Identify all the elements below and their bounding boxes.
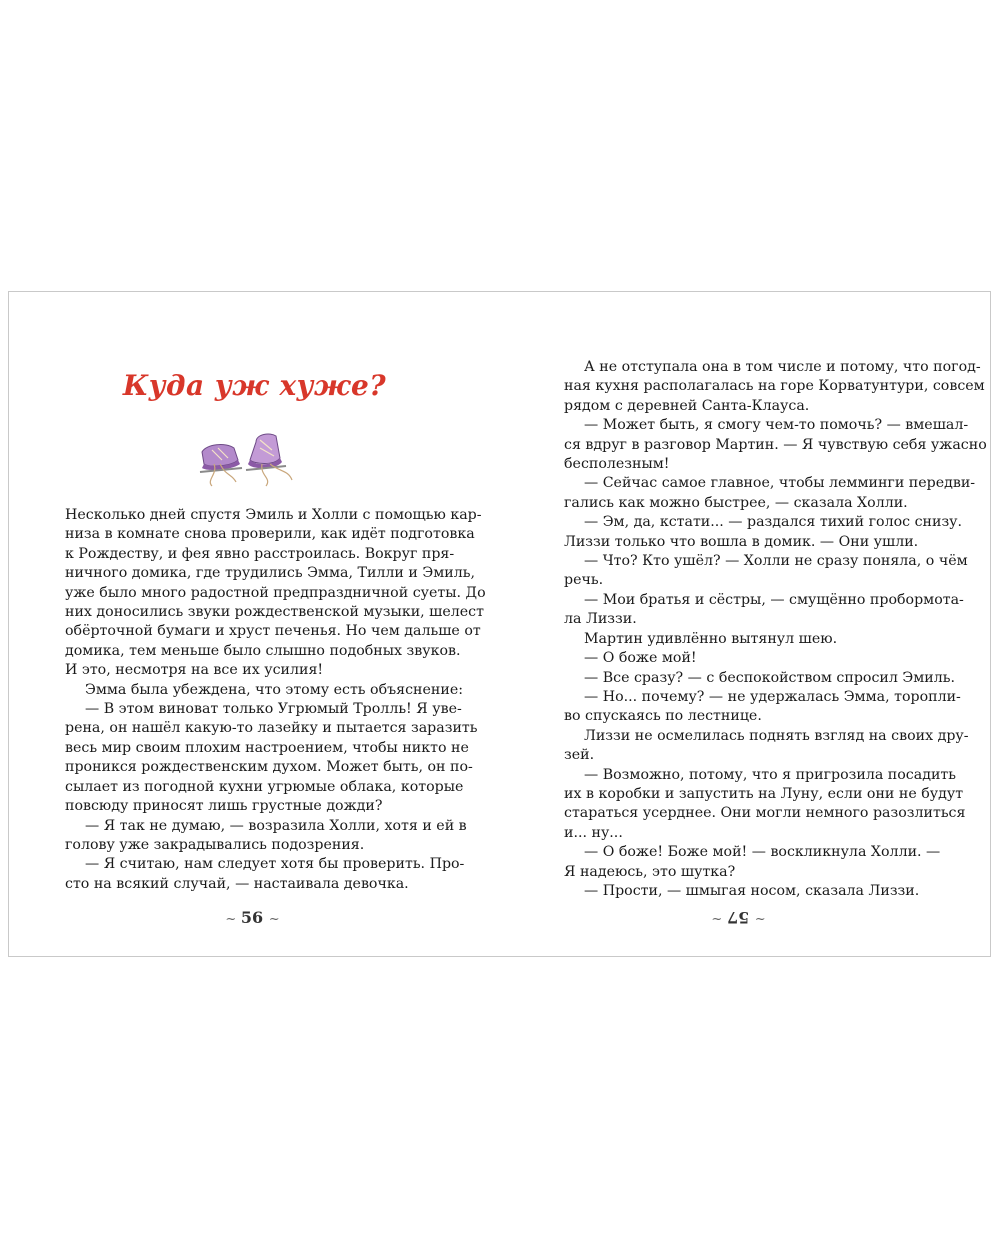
ice-skates-illustration <box>192 430 302 490</box>
text-line: — Что? Кто ушёл? — Холли не сразу поняла, о чём <box>584 553 968 570</box>
text-line: рядом с деревней Санта-Клауса. <box>564 397 810 414</box>
folio-ornament-icon: ~ <box>268 912 279 927</box>
left-skate-icon <box>200 445 242 486</box>
text-line: сылает из погодной кухни угрюмые облака, которые <box>65 778 464 795</box>
text-line: — Прости, — шмыгая носом, сказала Лиззи. <box>584 882 920 899</box>
text-line: ная кухня располагалась на горе Корватунтури, совсем <box>564 378 985 395</box>
text-line: Мартин удивлённо вытянул шею. <box>584 630 838 647</box>
left-page-text <box>65 506 486 894</box>
folio-ornament-icon: ~ <box>225 912 236 927</box>
page-number: 56 <box>240 908 264 927</box>
text-line: голову уже закрадывались подозрения. <box>65 836 365 853</box>
text-line: Несколько дней спустя Эмиль и Холли с помощью кар- <box>65 507 482 523</box>
text-line: обёрточной бумаги и хруст печенья. Но чем дальше от <box>65 623 481 640</box>
text-line: — Сейчас самое главное, чтобы лемминги передви- <box>584 475 976 492</box>
text-line: весь мир своим плохим настроением, чтобы никто не <box>65 739 469 756</box>
text-line: гались как можно быстрее, — сказала Холли. <box>564 494 908 511</box>
text-line: — Я считаю, нам следует хотя бы проверить. Про- <box>85 856 465 873</box>
text-line: домика, тем меньше было слышно подобных звуков. <box>65 642 461 659</box>
text-line: Лиззи не осмелилась поднять взгляд на своих дру- <box>584 727 969 744</box>
folio-ornament-icon: ~ <box>711 912 722 927</box>
text-line: во спускаясь по лестнице. <box>564 708 762 725</box>
text-line: зей. <box>564 747 595 764</box>
text-line: — В этом виноват только Угрюмый Тролль! Я уве- <box>85 701 462 718</box>
text-line: Эмма была убеждена, что этому есть объяснение: <box>85 681 463 698</box>
text-line: повсюду приносят лишь грустные дожди? <box>65 798 383 815</box>
text-line: А не отступала она в том числе и потому, что погод- <box>584 359 981 375</box>
text-line: речь. <box>564 572 604 589</box>
text-line: ла Лиззи. <box>564 611 637 628</box>
text-line: — Может быть, я смогу чем-то помочь? — вмешал- <box>584 417 969 434</box>
text-line: рена, он нашёл какую-то лазейку и пытается заразить <box>65 720 478 737</box>
text-line: стараться усерднее. Они могли немного разозлиться <box>564 805 966 822</box>
text-line: ся вдруг в разговор Мартин. — Я чувствую себя ужасно <box>564 436 987 453</box>
page-number-left <box>192 908 312 927</box>
right-page <box>500 292 991 956</box>
right-skate-icon <box>246 434 292 486</box>
text-line: — Эм, да, кстати... — раздался тихий голос снизу. <box>584 514 963 531</box>
text-line: — Я так не думаю, — возразила Холли, хотя и ей в <box>85 817 467 834</box>
text-line: к Рождеству, и фея явно расстроилась. Вокруг пря- <box>65 545 455 562</box>
left-page <box>9 292 500 956</box>
text-line: ничного домика, где трудились Эмма, Тилли и Эмиль, <box>65 565 475 582</box>
text-line: — Но... почему? — не удержалась Эмма, торопли- <box>584 688 961 705</box>
text-line: — Мои братья и сёстры, — смущённо пробормота- <box>584 591 964 608</box>
chapter-title: Куда уж хуже? <box>122 369 387 402</box>
text-line: бесполезным! <box>564 456 670 473</box>
text-line: — Возможно, потому, что я пригрозила посадить <box>584 766 956 783</box>
text-line: их в коробки и запустить на Луну, если они не будут <box>564 785 964 802</box>
right-page-text <box>564 358 987 901</box>
text-line: сто на всякий случай, — настаивала девочка. <box>65 875 409 892</box>
text-line: уже было много радостной предпраздничной суеты. До <box>65 584 486 601</box>
text-line: — О боже! Боже мой! — воскликнула Холли. — <box>584 844 941 861</box>
text-line: — Все сразу? — с беспокойством спросил Эмиль. <box>584 669 955 686</box>
text-line: проникся рождественским духом. Может быть, он по- <box>65 759 473 776</box>
text-line: Я надеюсь, это шутка? <box>564 863 736 880</box>
page-number: 57 <box>726 908 750 927</box>
text-line: них доносились звуки рождественской музыки, шелест <box>65 604 484 621</box>
text-line: И это, несмотря на все их усилия! <box>65 662 324 679</box>
text-line: — О боже мой! <box>584 650 697 667</box>
text-line: и... ну... <box>564 824 623 841</box>
folio-ornament-icon: ~ <box>754 912 765 927</box>
text-line: Лиззи только что вошла в домик. — Они ушли. <box>564 533 919 550</box>
page-number-right <box>678 908 798 927</box>
text-line: низа в комнате снова проверили, как идёт подготовка <box>65 526 475 543</box>
book-spread <box>8 291 991 957</box>
